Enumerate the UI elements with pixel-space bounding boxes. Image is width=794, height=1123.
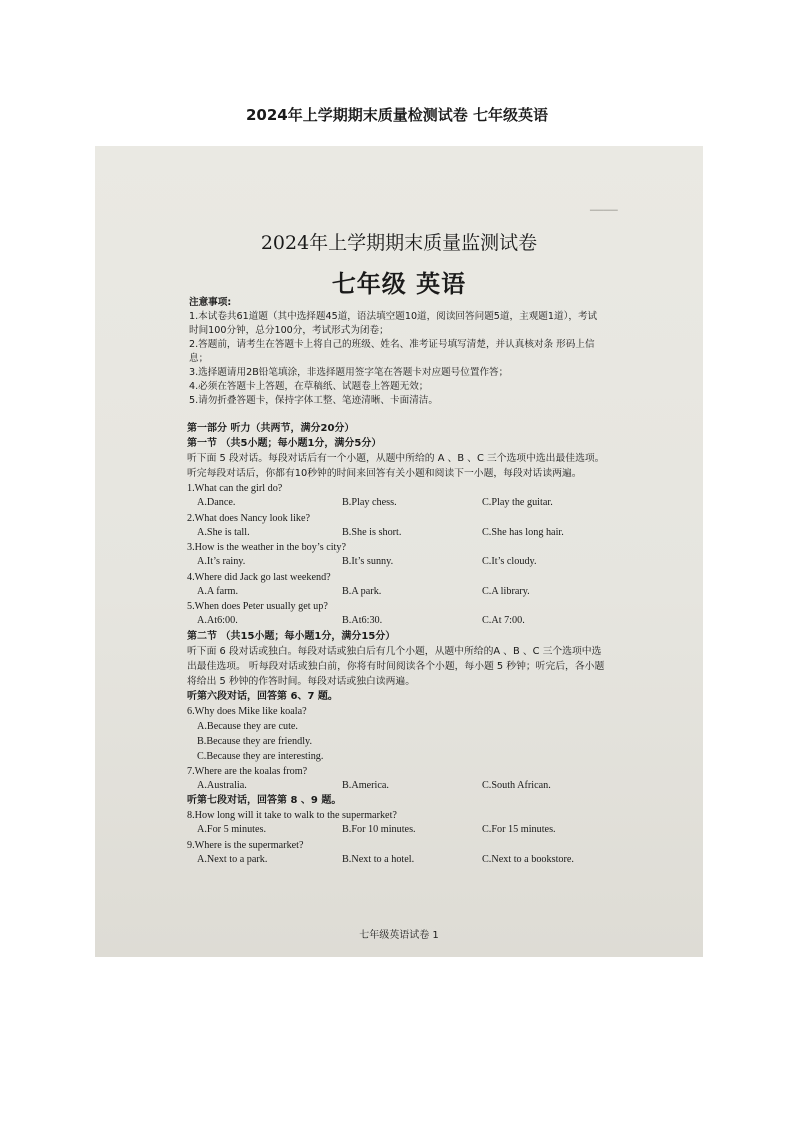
- option-b: B.Play chess.: [342, 497, 397, 508]
- paper-subtitle: 七年级 英语: [331, 269, 467, 298]
- question-options: [187, 526, 607, 541]
- option-b: B.At6:30.: [342, 615, 383, 626]
- paper-title: 2024年上学期期末质量监测试卷: [260, 232, 538, 254]
- option-a: A.She is tall.: [197, 526, 250, 538]
- question-stem: 5.When does Peter usually get up?: [187, 601, 328, 612]
- notice-item: 2.答题前，请考生在答题卡上将自己的班级、姓名、准考证号填写清楚，并认真核对条 形码上信息；: [189, 339, 595, 364]
- question-options: [187, 496, 607, 511]
- question-stem: 9.Where is the supermarket?: [187, 839, 304, 851]
- notice-item: 5.请勿折叠答题卡，保持字体工整、笔迹清晰、卡面清洁。: [189, 395, 438, 406]
- option-a: A.Because they are cute.: [197, 720, 298, 732]
- option-b: B.Because they are friendly.: [197, 735, 313, 747]
- option-b: B.It’s sunny.: [342, 556, 394, 567]
- option-a: A.Dance.: [197, 497, 236, 508]
- question-options: [187, 853, 607, 868]
- notice-item: 4.必须在答题卡上答题，在草稿纸、试题卷上答题无效；: [189, 381, 429, 392]
- question-options: [187, 555, 607, 570]
- option-c: C.At 7:00.: [482, 615, 525, 626]
- question-options: [187, 614, 607, 629]
- question-options: [187, 823, 607, 838]
- section-heading: 第一节 （共5小题；每小题1分，满分5分）: [187, 438, 382, 449]
- option-c: C.She has long hair.: [482, 526, 564, 538]
- option-b: B.A park.: [342, 585, 382, 597]
- question-stem: 4.Where did Jack go last weekend?: [187, 571, 331, 583]
- option-b: B.America.: [342, 779, 389, 791]
- question-options: [187, 779, 607, 794]
- notice-heading: 注意事项:: [189, 297, 232, 308]
- part-heading: 第一部分 听力（共两节，满分20分）: [187, 423, 355, 434]
- option-c: C.Because they are interesting.: [197, 750, 324, 762]
- question-stem: 3.How is the weather in the boy’s city?: [187, 542, 346, 553]
- question-options: [187, 585, 607, 600]
- question-stem: 8.How long will it take to walk to the supermarket?: [187, 810, 397, 821]
- exam-paper: ▔▔▔▔ 2024年上学期期末质量监测试卷 七年级 英语 注意事项: 1.本试卷共61道题（其中选择题45道，语法填空题10道，阅读回答问题5道，主观题1道），考试时间100分钟，总分100分，考试形式为闭卷； 2.答题前，请考生在答题卡上将自己的班级、姓名、准考证号填写清楚，并认真核对条 形码上信息； 3.选择题请用2B铅笔填涂，非选择题用签字笔在答题卡对应题号位置作答； 4.必须在答题卡上答题，在草稿纸、试题卷上答题无效； 5.请勿折叠答题卡，保持字体工整、笔迹清晰、卡面清洁。 第一部分 听力（共两节，满分20分） 第一节 （共5小题；每小题1分，满分5分） 听下面 5 段对话。每段对话后有一个小题，从题中所给的 A 、B 、C 三个选项中选出最佳选项。听完每段对话后，你都有10秒钟的时间来回答有关小题和阅读下一小题，每段对话读两遍。 1.What can the girl do? A.Dance. B.Play chess. C.Play the guitar. 2.What does Nancy look like? A.She is tall. B.She is short. C.She has long hair. 3.How is the weather in the boy’s city? A.It’s rainy. B.It’s sunny. C.It’s cloudy. 4.Where did Jack go last weekend? A.A farm. B.A park. C.A library. 5.When does Peter usually get up? A.At6:00. B.At6:30. C.At 7:00. 第二节 （共15小题；每小题1分，满分15分） 听下面 6 段对话或独白。每段对话或独白后有几个小题，从题中所给的A 、B 、C 三个选项中选出最佳选项。 听每段对话或独白前，你将有时间阅读各个小题，每小题 5 秒钟；听完后，各小题将给出 5 秒钟的作答时间。每段对话或独白读两遍。 听第六段对话，回答第 6、7 题。 6.Why does Mike like koala? A.Because they are cute. B.Because they are friendly. C.Because they are interesting. 7.Where are the koalas from? A.Australia. B.America. C.South African. 听第七段对话，回答第 8 、9 题。 8.How long will it take to walk to the supermarket? A.For 5 minutes. B.For 10 minutes. C.For 15 minutes. 9.Where is the supermarket? A.Next to a park. B.Next to a hotel. C.Next to a bookstore. 七年级英语试卷 1: [95, 146, 703, 957]
- option-c: C.It’s cloudy.: [482, 556, 537, 567]
- section-instructions: 听下面 5 段对话。每段对话后有一个小题，从题中所给的 A 、B 、C 三个选项中选出最佳选项。听完每段对话后，你都有10秒钟的时间来回答有关小题和阅读下一小题，每段对话读两遍。: [187, 453, 605, 479]
- section-instructions: 听下面 6 段对话或独白。每段对话或独白后有几个小题，从题中所给的A 、B 、C 三个选项中选出最佳选项。 听每段对话或独白前，你将有时间阅读各个小题，每小题 5 秒钟；听完后，各小题将给出 5 秒钟的作答时间。每段对话或独白读两遍。: [187, 645, 605, 687]
- option-b: B.For 10 minutes.: [342, 824, 416, 835]
- exam-photo: [95, 146, 703, 957]
- notice-item: 1.本试卷共61道题（其中选择题45道，语法填空题10道，阅读回答问题5道，主观题1道），考试时间100分钟，总分100分，考试形式为闭卷；: [189, 311, 598, 336]
- option-c: C.South African.: [482, 779, 551, 791]
- notice-item: 3.选择题请用2B铅笔填涂，非选择题用签字笔在答题卡对应题号位置作答；: [189, 367, 509, 378]
- option-a: A.Next to a park.: [197, 853, 268, 865]
- option-a: A.A farm.: [197, 585, 239, 597]
- section-heading: 第二节 （共15小题；每小题1分，满分15分）: [187, 630, 396, 642]
- dialogue-heading: 听第七段对话，回答第 8 、9 题。: [187, 795, 342, 806]
- question-stem: 6.Why does Mike like koala?: [187, 705, 307, 717]
- option-a: A.For 5 minutes.: [197, 824, 267, 835]
- option-b: B.She is short.: [342, 526, 402, 538]
- option-c: C.A library.: [482, 585, 530, 597]
- option-a: A.It’s rainy.: [197, 556, 246, 567]
- dialogue-heading: 听第六段对话，回答第 6、7 题。: [187, 690, 338, 702]
- notice-block: [189, 296, 604, 408]
- question-stem: 2.What does Nancy look like?: [187, 512, 311, 524]
- option-c: C.For 15 minutes.: [482, 824, 556, 835]
- option-c: C.Next to a bookstore.: [482, 853, 574, 865]
- option-a: A.At6:00.: [197, 615, 238, 626]
- question-stem: 7.Where are the koalas from?: [187, 765, 308, 777]
- option-b: B.Next to a hotel.: [342, 853, 415, 865]
- option-a: A.Australia.: [197, 779, 247, 791]
- questions-body: [187, 421, 607, 867]
- question-stem: 1.What can the girl do?: [187, 483, 283, 494]
- document-title: 2024年上学期期末质量检测试卷 七年级英语: [246, 106, 548, 124]
- page-footer: 七年级英语试卷 1: [359, 930, 439, 941]
- option-c: C.Play the guitar.: [482, 497, 553, 508]
